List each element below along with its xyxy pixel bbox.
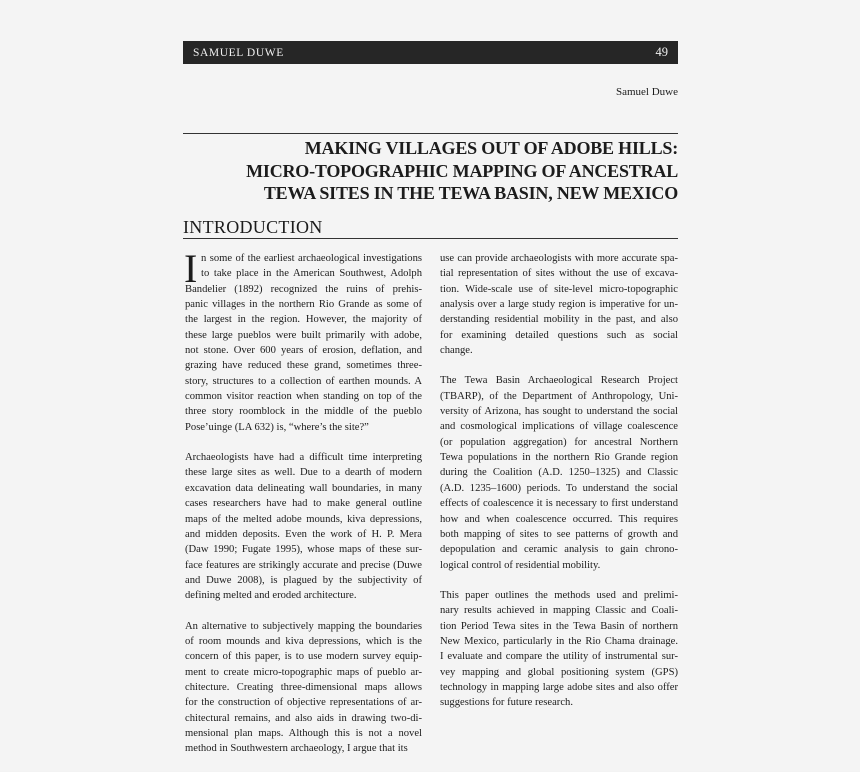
text-line: nary results achieved in mapping Classic and Coali-	[440, 605, 678, 617]
text-line: face features are strikingly accurate and precise (Duwe	[185, 559, 422, 571]
text-line: these large sites as well. Due to a dearth of modern	[185, 467, 422, 479]
text-line: tion. Wide-scale use of site-level micro-topographic	[440, 283, 678, 295]
paragraph	[440, 588, 678, 711]
text-line: suggestions for future research.	[440, 697, 573, 709]
text-line: effects of coalescence it is necessary to first understand	[440, 498, 678, 510]
text-line: and cosmological implications of village coalescence	[440, 421, 678, 433]
text-line: Bandelier (1892) recognized the ruins of prehis-	[185, 283, 422, 295]
text-line: not stone. Over 600 years of erosion, deflation, and	[185, 345, 422, 357]
text-line: to take place in the American Southwest, Adolph	[201, 268, 422, 280]
author-name: Samuel Duwe	[615, 86, 678, 98]
text-line: Pose’uinge (LA 632) is, “where’s the site?”	[185, 421, 369, 433]
text-line: versity of Arizona, has sought to understand the social	[440, 406, 678, 418]
title-line: MICRO-TOPOGRAPHIC MAPPING OF ANCESTRAL	[246, 160, 678, 181]
text-line: (A.D. 1235–1600) periods. To understand the social	[440, 482, 678, 494]
paragraph	[440, 373, 678, 572]
text-line: method in Southwestern archaeology, I argue that its	[185, 743, 408, 755]
text-line: (TBARP), of the Department of Anthropology, Uni-	[440, 390, 678, 402]
title-line: MAKING VILLAGES OUT OF ADOBE HILLS:	[304, 138, 678, 158]
text-line: the largest in the region. However, the majority of	[185, 314, 422, 326]
text-line: derstanding residential mobility in the past, and also	[440, 314, 678, 326]
text-line: panic villages in the northern Rio Grande as some of	[185, 299, 422, 311]
text-line: n some of the earliest archaeological investigations	[201, 253, 422, 264]
text-line: (Daw 1990; Fugate 1995), whose maps of these sur-	[185, 544, 422, 556]
section-heading-introduction: INTRODUCTION	[183, 217, 323, 237]
section-rule	[183, 238, 678, 239]
text-line: during the Coalition (A.D. 1250–1325) and Classic	[440, 467, 678, 479]
text-line: Tewa populations in the northern Rio Grande region	[440, 452, 678, 464]
text-line: An alternative to subjectively mapping the boundaries	[185, 620, 422, 632]
text-line: New Mexico, particularly in the Rio Chama drainage.	[440, 635, 678, 647]
text-line: tion Period Tewa sites in the Tewa Basin of northern	[440, 620, 678, 632]
text-line: analysis over a large study region is imperative for un-	[440, 299, 678, 311]
text-line: both mapping of sites to see patterns of growth and	[440, 528, 678, 540]
text-line: This paper outlines the methods used and prelimi-	[440, 589, 678, 601]
text-line: these large pueblos were built primarily with adobe,	[185, 329, 422, 341]
text-line: vey mapping and global positioning system (GPS)	[440, 666, 678, 678]
text-line: chitecture. Creating three-dimensional maps allows	[185, 681, 422, 693]
text-line: logical control of residential mobility.	[440, 559, 601, 571]
text-line: use can provide archaeologists with more accurate spa-	[440, 253, 678, 264]
paragraph	[185, 619, 422, 757]
text-line: for examining detailed questions such as social	[440, 329, 678, 341]
text-line: and Duwe 2008), is plagued by the subjectivity of	[185, 574, 422, 586]
running-header	[183, 41, 678, 64]
text-line: common visitor reaction when standing on top of the	[185, 391, 422, 403]
title-rule	[183, 133, 678, 134]
text-line: change.	[440, 345, 473, 357]
text-line: depopulation and ceramic analysis to gain chrono-	[440, 544, 678, 556]
text-line: and midden deposits. Even the work of H. P. Mera	[185, 528, 422, 540]
text-line: grazing have reduced these grand, sometimes three-	[185, 360, 422, 372]
running-header-author: SAMUEL DUWE	[193, 46, 284, 59]
text-line: I evaluate and compare the utility of instrumental sur-	[440, 651, 678, 663]
text-line: cases researchers have had to make general outline	[185, 498, 422, 510]
paragraph	[184, 246, 422, 435]
right-column	[440, 251, 678, 726]
text-line: chitectural remains, and also aids in drawing two-di-	[185, 712, 422, 724]
title-line: TEWA SITES IN THE TEWA BASIN, NEW MEXICO	[263, 183, 678, 203]
paper-title	[183, 137, 678, 205]
drop-cap: I	[184, 246, 198, 291]
text-line: Archaeologists have had a difficult time interpreting	[185, 452, 422, 464]
text-line: mensional plan maps. Although this is not a novel	[185, 727, 422, 739]
page-number: 49	[655, 45, 668, 59]
text-line: The Tewa Basin Archaeological Research Project	[440, 375, 678, 387]
text-line: defining melted and eroded architecture.	[185, 590, 357, 602]
text-line: technology in mapping large adobe sites and also offer	[440, 681, 678, 693]
text-line: story, structures to a collection of earthen mounds. A	[185, 375, 422, 387]
text-line: ment to create micro-topographic maps of pueblo ar-	[185, 666, 422, 678]
text-line: concern of this paper, is to use modern survey equip-	[185, 651, 422, 663]
text-line: three story roomblock in the middle of the pueblo	[185, 406, 422, 418]
text-line: tial representation of sites without the use of excava-	[440, 268, 678, 280]
text-line: maps of the melted adobe mounds, kiva depressions,	[185, 513, 422, 525]
left-column	[184, 246, 422, 772]
text-line: excavation data delineating wall boundaries, in many	[185, 482, 422, 494]
text-line: for the construction of objective representations of ar-	[185, 697, 422, 709]
paragraph	[440, 251, 678, 358]
text-line: (or population aggregation) for ancestral Northern	[440, 436, 678, 448]
text-line: of room mounds and kiva depressions, which is the	[185, 635, 422, 647]
text-line: how and when coalescence occurred. This requires	[440, 513, 678, 525]
paragraph	[185, 450, 422, 603]
